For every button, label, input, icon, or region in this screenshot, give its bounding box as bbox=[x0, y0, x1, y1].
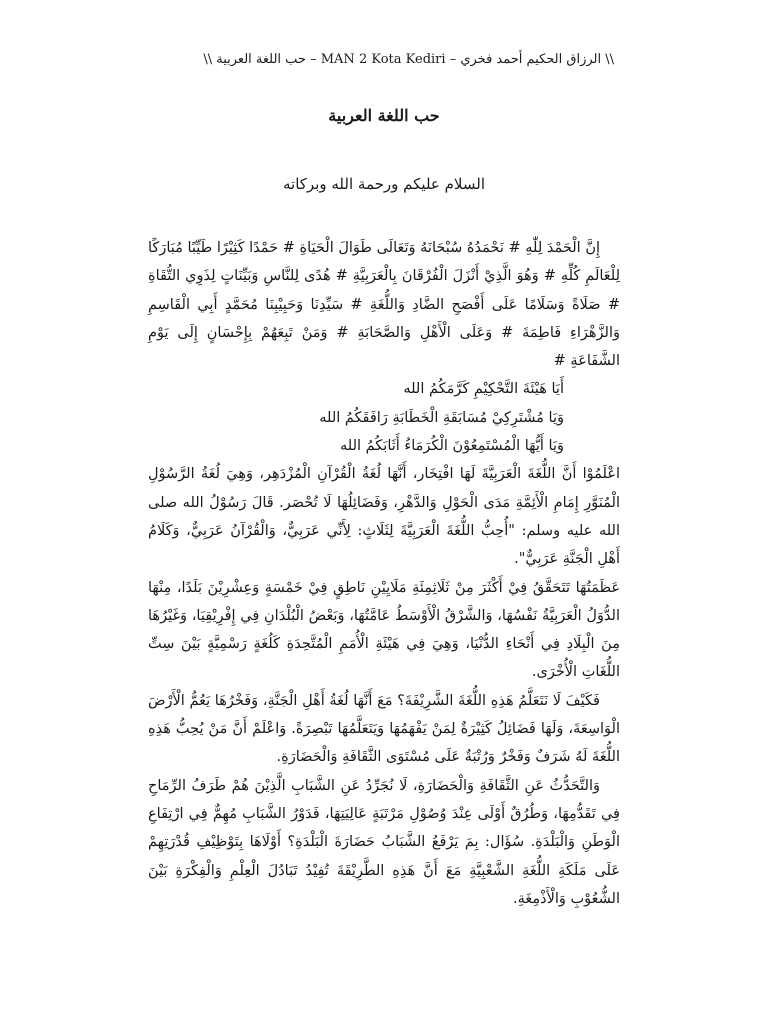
address-line-participants: وَيَا مُشْتَرِكِيْ مُسَابَقَةِ الْخَطَابَةِ رَافَقَكُمُ الله bbox=[319, 409, 564, 426]
greeting-line: السلام عليكم ورحمة الله وبركاته bbox=[283, 175, 485, 193]
paragraph-virtue-of-arabic: اعْلَمُوْا أَنَّ اللُّغَةَ الْعَرَبِيَّةَ لَهَا افْتِخَار، أَنَّهَا لُغَةُ الْقُرْآنِ الْمُزْدَهِر، وَهِيَ لُغَةُ الرَّسُوْلِ الْمُنَوَّرِ إِمَامِ الْأَئِمَّةِ مَدَى الْحَوْلِ وَالدَّهْرِ، وَفَضَائِلُهَا لَا تُحْصَر. قَالَ رَسُوْلُ الله صلى الله عليه وسلم: "أُحِبُّ اللُّغَةَ الْعَرَبِيَّةَ لِثَلَاثٍ: لِأَنِّي عَرَبِيٌّ، وَالْقُرْآنُ عَرَبِيٌّ، وَكَلَامُ أَهْلِ الْجَنَّةِ عَرَبِيٌّ". bbox=[148, 466, 620, 568]
opening-paragraph: إِنَّ الْحَمْدَ لِلّٰهِ # نَحْمَدُهُ سُبْحَانَهُ وَتَعَالَى طَوَالَ الْحَيَاةِ # حَمْدًا كَثِيْرًا طَيِّبًا مُبَارَكًا لِلْعَالَمِ كُلِّهِ # وَهُوَ الَّذِيْ أَنْزَلَ الْفُرْقَانَ بِالْعَرَبِيَّةِ # هُدًى لِلنَّاسِ وَبَيِّنَاتٍ لِذَوِي التُّقَاةِ # صَلَاةً وَسَلَامًا عَلَى أَفْصَحِ الضَّادِ وَاللُّغَةِ # سَيِّدِنَا وَحَبِيْبِنَا مُحَمَّدٍ أَبِي الْقَاسِمِ وَالزَّهْرَاءِ فَاطِمَةَ # وَعَلَى الْأَهْلِ وَالصَّحَابَةِ # وَمَنْ تَبِعَهُمْ بِإِحْسَانٍ إِلَى يَوْمِ الشَّفَاعَةِ # bbox=[148, 240, 620, 370]
paragraph-why-learn: فَكَيْفَ لَا نَتَعَلَّمُ هَذِهِ اللُّغَةَ الشَّرِيْفَةَ؟ مَعَ أَنَّهَا لُغَةُ أَهْلِ الْجَنَّةِ، وَفَخْرُهَا يَعُمُّ الْأَرْضَ الْوَاسِعَةَ، وَلَهَا فَضَائِلُ كَثِيْرَةٌ لِمَنْ يَفْهَمُهَا وَيَتَعَلَّمُهَا تَبْصِرَةً. وَاعْلَمْ أَنَّ مَنْ يُحِبُّ هَذِهِ اللُّغَةَ لَهُ شَرَفٌ وَفَخْرٌ وَرُتْبَةٌ عَلَى مُسْتَوَى الثَّقَافَةِ وَالْحَضَارَةِ. bbox=[148, 692, 620, 766]
speech-body bbox=[148, 234, 620, 913]
document-title: حب اللغة العربية bbox=[328, 106, 440, 125]
address-line-judges: أَيَا هَيْئَةَ التَّحْكِيْمِ كَرَّمَكُمُ الله bbox=[403, 381, 564, 398]
address-line-audience: وَيَا أَيُّهَا الْمُسْتَمِعُوْنَ الْكُرَمَاءُ أَثَابَكُمُ الله bbox=[340, 438, 564, 455]
paragraph-youth-role: وَالتَّحَدُّثُ عَنِ الثَّقَافَةِ وَالْحَضَارَةِ، لَا نُجَرِّدُ عَنِ الشَّبَابِ الَّذِيْنَ هُمْ طَرَفُ الرِّمَاحِ فِي تَقَدُّمِهَا، وَطُرُقٌ أَوْلَى عِنْدَ وُصُوْلِ مَرْتَبَةٍ عَالِيَتِهَا، فَدَوْرُ الشَّبَابِ مُهِمٌّ فِي ارْتِفَاعِ الْوَطَنِ وَالْبَلْدَةِ. سُؤَال: بِمَ يَرْفَعُ الشَّبَابُ حَضَارَةَ الْبَلْدَةِ؟ أَوْلَاهَا بِتَوْظِيْفِ قُدْرَتِهِمْ عَلَى مَلَكَةِ اللُّغَةِ الشَّعْبِيَّةِ مَعَ أَنَّ هَذِهِ الطَّرِيْقَةَ تُفِيْدُ تَبَادُلَ الْعِلْمِ وَالْفِكْرَةِ بَيْنَ الشُّعُوْبِ وَالْأَذْمِغَةِ. bbox=[148, 777, 620, 907]
running-header: \\ الرزاق الحكيم أحمد فخري – MAN 2 Kota Kediri – حب اللغة العربية \\ bbox=[203, 52, 614, 67]
paragraph-greatness: عَظَمَتُهَا تَتَحَقَّقُ فِيْ أَكْثَرَ مِنْ ثَلَاثِمِئَةِ مَلَايِيْنِ نَاطِقٍ فِيْ خَمْسَةٍ وَعِشْرِيْنَ بَلَدًا، مِنْهَا الدُّوَلُ الْعَرَبِيَّةُ نَفْسُهَا، وَالشَّرْقُ الْأَوْسَطُ عَامَّتُهَا، وَبَعْضُ الْبُلْدَانِ فِي إِفْرِيْقِيَا، وَغَيْرُهَا مِنَ الْبِلَادِ فِي أَنْحَاءِ الدُّنْيَا، وَهِيَ فِي هَيْئَةِ الْأُمَمِ الْمُتَّحِدَةِ كَلُغَةٍ رَسْمِيَّةٍ بَيْنَ سِتِّ اللُّغَاتِ الْأُخْرَى. bbox=[148, 579, 620, 681]
